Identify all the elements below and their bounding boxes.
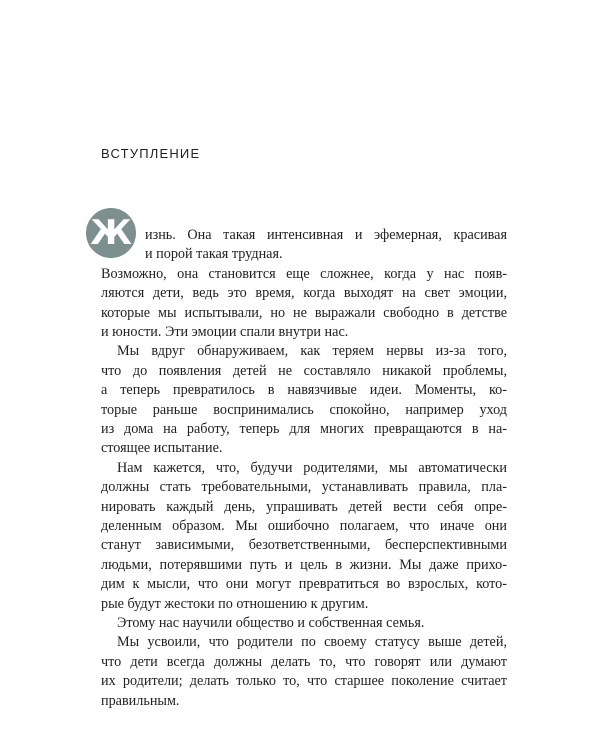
text-line: и юности. Эти эмоции спали внутри нас. bbox=[101, 323, 349, 340]
text-line: людьми, потерявшими путь и цель в жизни. Мы даже прихо- bbox=[101, 556, 507, 573]
text-line: стоящее испытание. bbox=[101, 440, 223, 457]
text-line: рые будут жестоки по отношению к другим. bbox=[101, 595, 369, 612]
text-line: и порой такая трудная. bbox=[145, 246, 283, 263]
text-line: нировать каждый день, упрашивать детей вести себя опре- bbox=[101, 498, 507, 515]
text-line: изнь. Она такая интенсивная и эфемерная, красивая bbox=[145, 227, 507, 243]
paragraph-1 bbox=[145, 226, 507, 265]
paragraph-3 bbox=[101, 342, 507, 458]
text-line: а теперь превратилось в навязчивые идеи. Моменты, ко- bbox=[101, 382, 507, 399]
text-line: Нам кажется, что, будучи родителями, мы автоматически bbox=[117, 459, 507, 476]
text-line: станут зависимыми, безответственными, бесперспективными bbox=[101, 537, 507, 554]
text-line: Мы вдруг обнаруживаем, как теряем нервы из-за того, bbox=[117, 343, 507, 360]
text-line: их родители; делать только то, что старшее поколение считает bbox=[101, 673, 507, 690]
text-line: Мы усвоили, что родители по своему статусу выше детей, bbox=[117, 634, 507, 651]
paragraph-5 bbox=[101, 614, 507, 633]
text-line: деленным образом. Мы ошибочно полагаем, что иначе они bbox=[101, 517, 507, 534]
text-line: Возможно, она становится еще сложнее, когда у нас появ- bbox=[101, 265, 507, 282]
chapter-title: ВСТУПЛЕНИЕ bbox=[101, 146, 201, 161]
text-line: торые раньше воспринимались спокойно, например уход bbox=[101, 401, 507, 418]
text-line: Этому нас научили общество и собственная семья. bbox=[117, 615, 425, 631]
paragraph-4 bbox=[101, 459, 507, 614]
text-line: что до появления детей не составляло никакой проблемы, bbox=[101, 362, 507, 379]
text-line: должны стать требовательными, устанавливать правила, пла- bbox=[101, 479, 507, 496]
paragraph-2 bbox=[101, 265, 507, 343]
text-line: дим к мысли, что они могут превратиться во взрослых, кото- bbox=[101, 576, 507, 593]
dropcap-initial: Ж bbox=[86, 208, 136, 258]
text-line: правильным. bbox=[101, 692, 180, 709]
text-line: что дети всегда должны делать то, что говорят или думают bbox=[101, 653, 507, 670]
text-line: из дома на работу, теперь для многих превращаются в на- bbox=[101, 420, 507, 437]
paragraph-6 bbox=[101, 633, 507, 711]
text-line: ляются дети, ведь это время, когда выходят на свет эмоции, bbox=[101, 285, 507, 302]
text-line: которые мы испытывали, но не выражали свободно в детстве bbox=[101, 304, 507, 321]
